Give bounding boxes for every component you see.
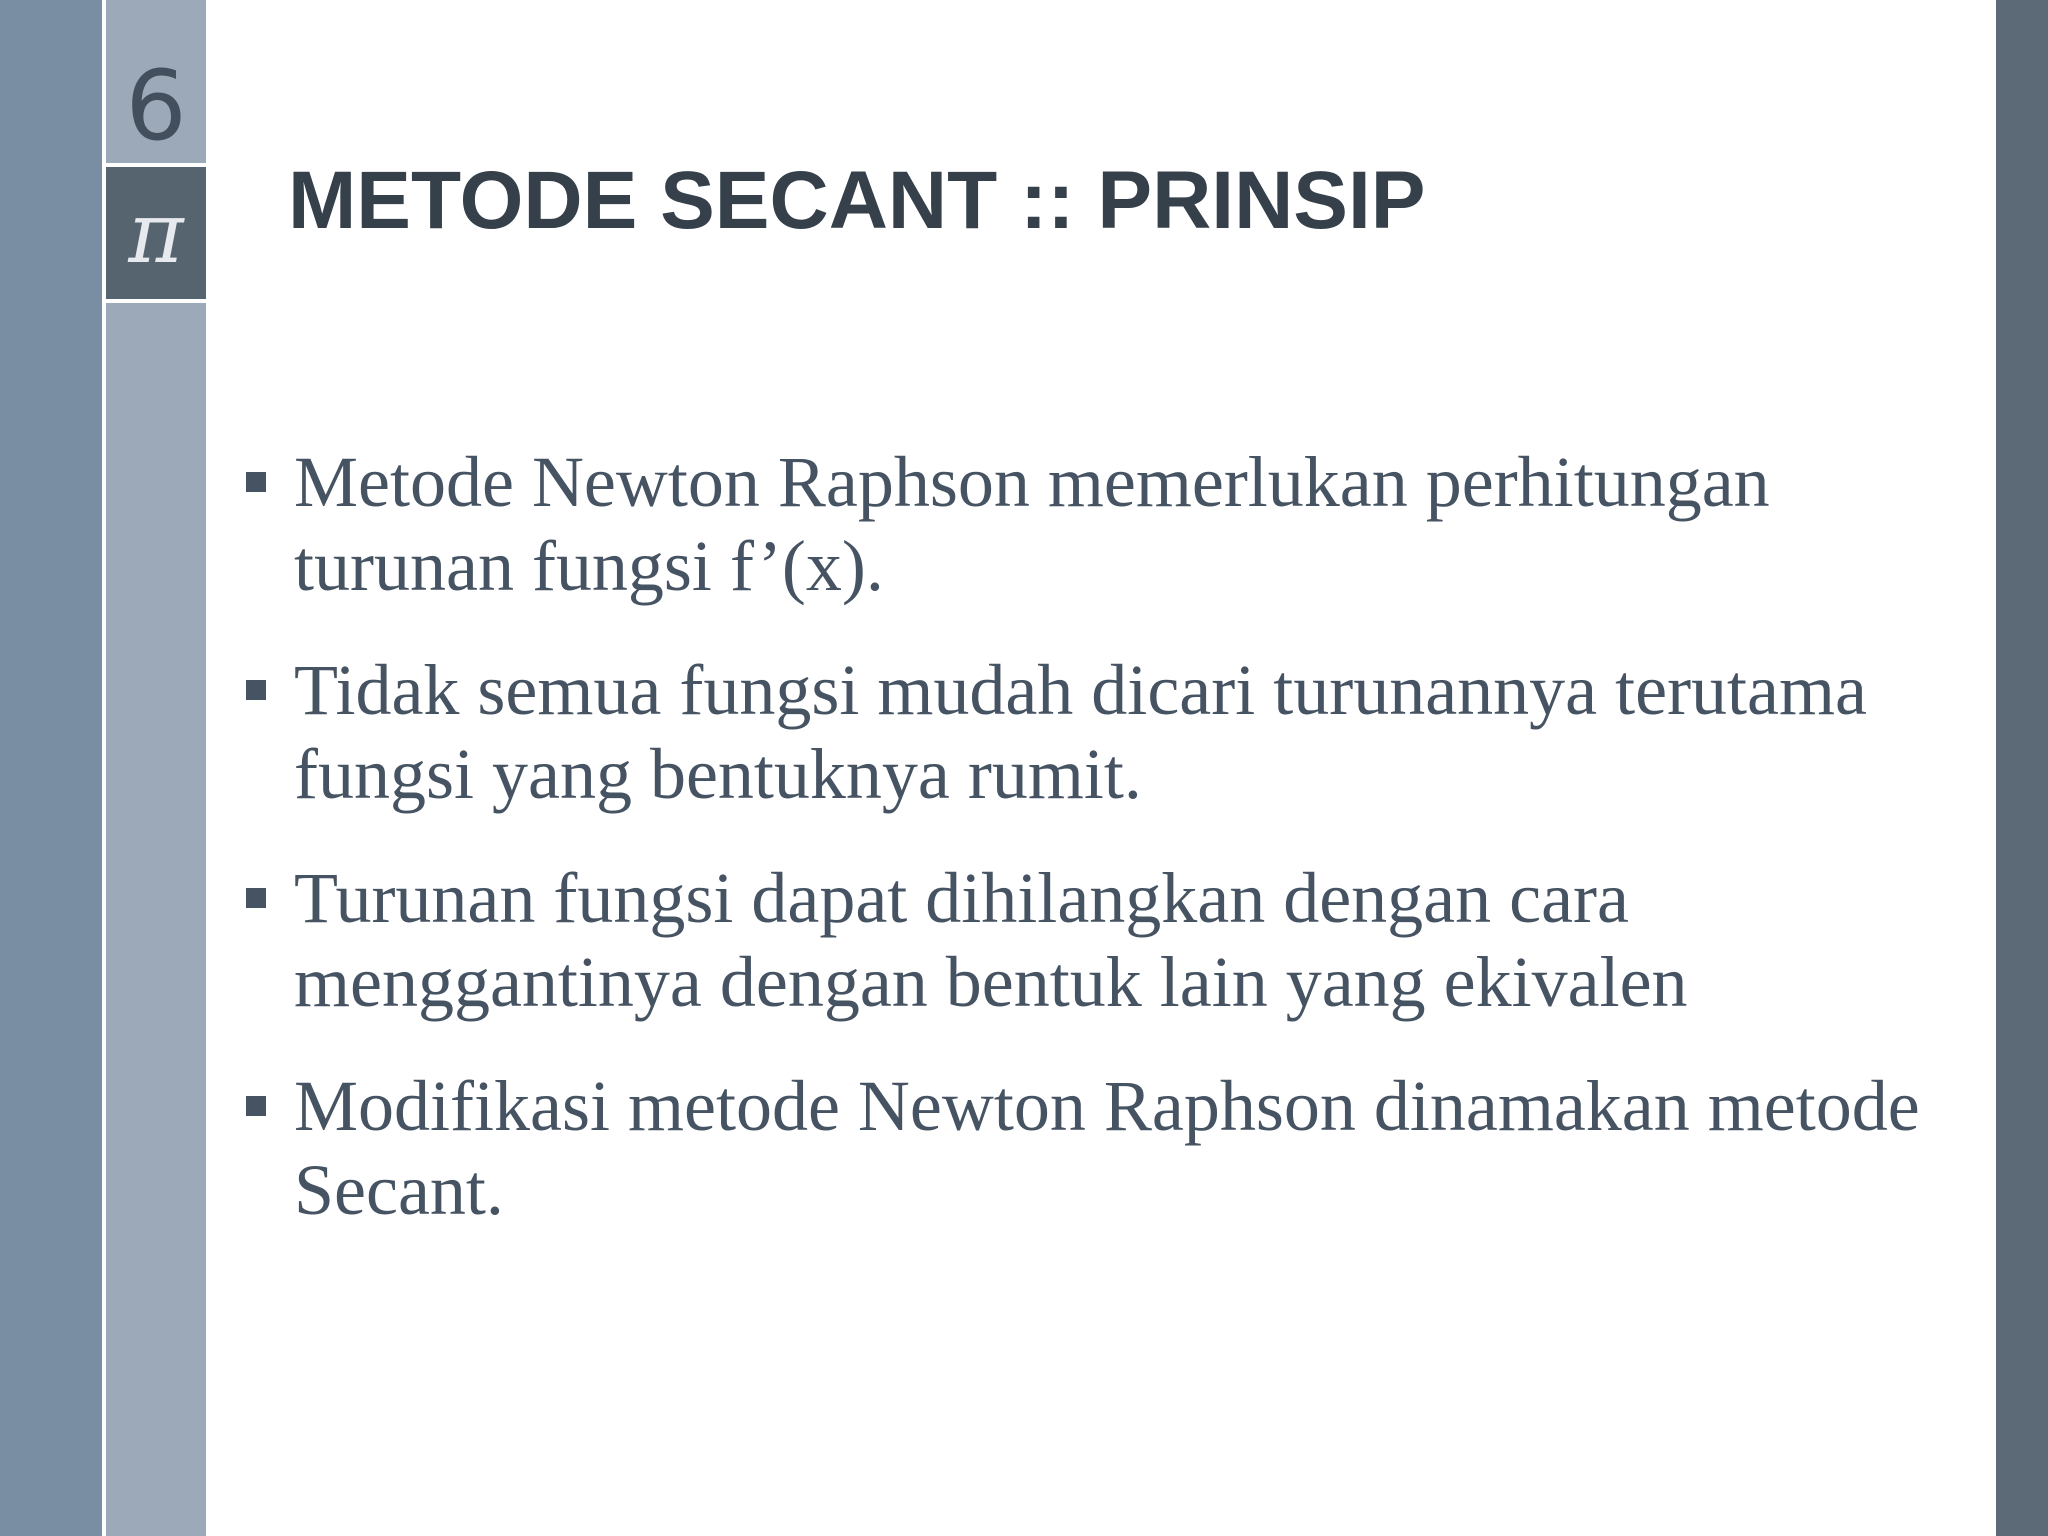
bullet-text: Turunan fungsi dapat dihilangkan dengan cara menggantinya dengan bentuk lain yang ekivalen [294,858,1688,1022]
bullet-item [236,856,1936,1024]
bullet-item [236,648,1936,816]
square-bullet-icon [246,680,266,700]
bullet-list [236,440,1936,1272]
pi-icon: π [106,167,206,299]
slide-number: 6 [125,50,187,162]
square-bullet-icon [246,888,266,908]
pi-box-divider [106,299,206,303]
bullet-item [236,1064,1936,1232]
square-bullet-icon [246,472,266,492]
bullet-text: Modifikasi metode Newton Raphson dinamakan metode Secant. [294,1066,1920,1230]
slide-title: METODE SECANT :: PRINSIP [288,155,1426,246]
bullet-item [236,440,1936,608]
bullet-text: Metode Newton Raphson memerlukan perhitungan turunan fungsi f’(x). [294,442,1770,606]
square-bullet-icon [246,1096,266,1116]
left-edge-bar [0,0,102,1536]
bullet-text: Tidak semua fungsi mudah dicari turunannya terutama fungsi yang bentuknya rumit. [294,650,1867,814]
right-edge-bar [1996,0,2048,1536]
